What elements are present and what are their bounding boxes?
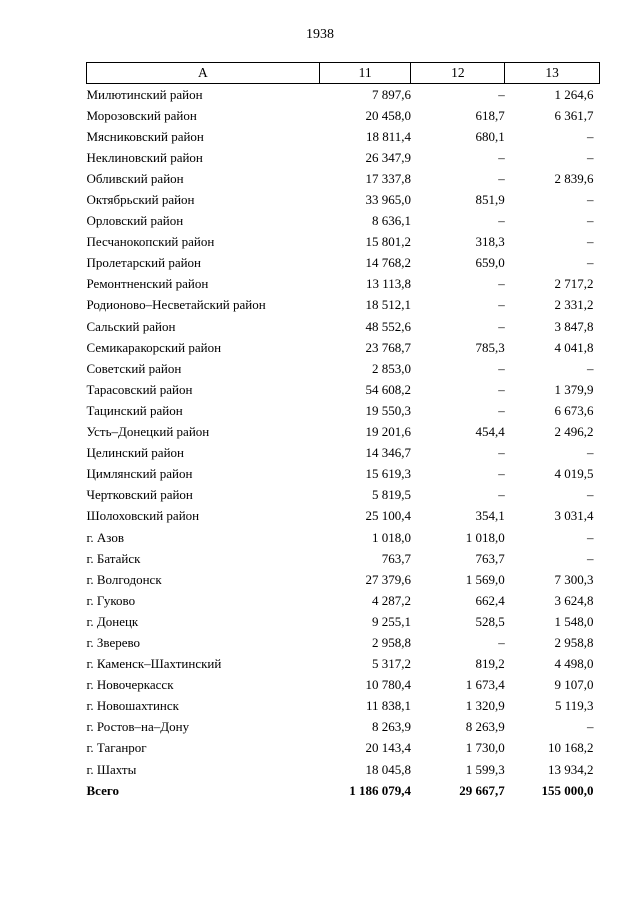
row-col-12: 851,9 bbox=[475, 192, 505, 208]
header-col-a: A bbox=[87, 63, 320, 84]
table-row bbox=[87, 548, 600, 569]
row-name: Цимлянский район bbox=[86, 466, 193, 482]
row-col-13: – bbox=[587, 192, 594, 208]
row-col-11: 8 263,9 bbox=[371, 719, 411, 735]
row-name: г. Ростов–на–Дону bbox=[86, 719, 190, 735]
table-row bbox=[87, 590, 600, 611]
table-row bbox=[87, 189, 600, 210]
header-row bbox=[87, 63, 600, 84]
row-name: г. Гуково bbox=[86, 592, 136, 608]
row-name: Обливский район bbox=[86, 170, 184, 186]
row-col-11: 1 018,0 bbox=[371, 529, 411, 545]
row-col-13: 1 379,9 bbox=[554, 381, 594, 397]
row-col-12: 318,3 bbox=[475, 234, 505, 250]
table-row bbox=[87, 759, 600, 780]
total-col-11: 1 186 079,4 bbox=[349, 782, 411, 798]
row-col-13: 1 548,0 bbox=[554, 613, 594, 629]
row-col-13: 7 300,3 bbox=[554, 571, 594, 587]
row-col-12: 1 320,9 bbox=[465, 698, 505, 714]
row-name: Сальский район bbox=[86, 318, 176, 334]
row-col-13: 2 717,2 bbox=[554, 276, 594, 292]
row-col-13: 4 041,8 bbox=[554, 339, 594, 355]
row-col-11: 19 550,3 bbox=[365, 402, 411, 418]
row-name: г. Новочеркасск bbox=[86, 677, 174, 693]
row-name: Усть–Донецкий район bbox=[86, 424, 210, 440]
row-col-12: 819,2 bbox=[475, 656, 505, 672]
row-col-11: 5 819,5 bbox=[371, 487, 411, 503]
table-row bbox=[87, 168, 600, 189]
header-col-13: 13 bbox=[505, 63, 600, 84]
row-col-12: 1 673,4 bbox=[465, 677, 505, 693]
table-header bbox=[87, 63, 600, 84]
row-col-11: 20 458,0 bbox=[365, 107, 411, 123]
table-row bbox=[87, 400, 600, 421]
row-col-13: – bbox=[587, 445, 594, 461]
row-col-12: 1 599,3 bbox=[465, 761, 505, 777]
table-row bbox=[87, 422, 600, 443]
row-col-11: 763,7 bbox=[381, 550, 411, 566]
table-row bbox=[87, 105, 600, 126]
row-col-11: 15 619,3 bbox=[365, 466, 411, 482]
row-col-11: 9 255,1 bbox=[371, 613, 411, 629]
row-name: Октябрьский район bbox=[86, 192, 195, 208]
row-col-12: – bbox=[498, 149, 505, 165]
row-col-13: 3 847,8 bbox=[554, 318, 594, 334]
row-col-11: 8 636,1 bbox=[371, 213, 411, 229]
row-name: г. Новошахтинск bbox=[86, 698, 179, 714]
row-col-12: – bbox=[498, 170, 505, 186]
row-col-13: 4 019,5 bbox=[554, 466, 594, 482]
table-row bbox=[87, 358, 600, 379]
row-col-13: 1 264,6 bbox=[554, 86, 594, 102]
row-col-12: – bbox=[498, 297, 505, 313]
page-number: 1938 bbox=[306, 27, 334, 42]
row-col-12: 1 730,0 bbox=[465, 740, 505, 756]
row-col-13: 13 934,2 bbox=[548, 761, 594, 777]
table-row bbox=[87, 675, 600, 696]
row-col-12: 354,1 bbox=[475, 508, 505, 524]
row-col-12: 528,5 bbox=[475, 613, 505, 629]
row-col-13: 2 839,6 bbox=[554, 170, 594, 186]
row-col-11: 33 965,0 bbox=[365, 192, 411, 208]
table-row bbox=[87, 527, 600, 548]
row-name: Чертковский район bbox=[86, 487, 193, 503]
table-row bbox=[87, 253, 600, 274]
row-col-12: 680,1 bbox=[475, 128, 505, 144]
row-col-13: – bbox=[587, 234, 594, 250]
row-name: Родионово–Несветайский район bbox=[86, 297, 266, 313]
row-col-13: 4 498,0 bbox=[554, 656, 594, 672]
table-row bbox=[87, 717, 600, 738]
table-row bbox=[87, 126, 600, 147]
row-col-13: 2 958,8 bbox=[554, 634, 594, 650]
table-row bbox=[87, 443, 600, 464]
row-col-12: 785,3 bbox=[475, 339, 505, 355]
row-col-11: 2 958,8 bbox=[371, 634, 411, 650]
row-col-12: 763,7 bbox=[475, 550, 505, 566]
row-name: Ремонтненский район bbox=[86, 276, 209, 292]
row-col-12: – bbox=[498, 318, 505, 334]
table-row bbox=[87, 274, 600, 295]
row-col-13: – bbox=[587, 529, 594, 545]
row-name: г. Зверево bbox=[86, 634, 141, 650]
row-name: Советский район bbox=[86, 360, 182, 376]
row-col-11: 15 801,2 bbox=[365, 234, 411, 250]
table-row bbox=[87, 295, 600, 316]
row-name: Тацинский район bbox=[86, 402, 183, 418]
row-col-11: 13 113,8 bbox=[365, 276, 411, 292]
row-name: Пролетарский район bbox=[86, 255, 202, 271]
row-col-13: – bbox=[587, 719, 594, 735]
row-col-12: – bbox=[498, 466, 505, 482]
table-row bbox=[87, 485, 600, 506]
total-col-13: 155 000,0 bbox=[541, 782, 594, 798]
table-row bbox=[87, 696, 600, 717]
row-col-11: 20 143,4 bbox=[365, 740, 411, 756]
row-col-13: – bbox=[587, 149, 594, 165]
row-col-11: 18 045,8 bbox=[365, 761, 411, 777]
row-col-11: 18 512,1 bbox=[365, 297, 411, 313]
row-col-11: 27 379,6 bbox=[365, 571, 411, 587]
row-col-11: 23 768,7 bbox=[365, 339, 411, 355]
row-col-12: – bbox=[498, 86, 505, 102]
table-row bbox=[87, 147, 600, 168]
row-name: Неклиновский район bbox=[86, 149, 203, 165]
row-col-13: 2 496,2 bbox=[554, 424, 594, 440]
row-col-11: 5 317,2 bbox=[371, 656, 411, 672]
row-col-13: 6 361,7 bbox=[554, 107, 594, 123]
row-name: Морозовский район bbox=[86, 107, 197, 123]
row-col-12: – bbox=[498, 402, 505, 418]
budget-table bbox=[86, 62, 600, 801]
row-name: г. Батайск bbox=[86, 550, 141, 566]
row-col-12: – bbox=[498, 381, 505, 397]
total-col-12: 29 667,7 bbox=[459, 782, 505, 798]
row-col-11: 25 100,4 bbox=[365, 508, 411, 524]
row-col-11: 18 811,4 bbox=[365, 128, 411, 144]
row-col-12: 659,0 bbox=[475, 255, 505, 271]
row-col-13: – bbox=[587, 360, 594, 376]
row-name: г. Каменск–Шахтинский bbox=[86, 656, 222, 672]
row-col-12: – bbox=[498, 360, 505, 376]
table-row bbox=[87, 611, 600, 632]
row-col-12: 662,4 bbox=[475, 592, 505, 608]
row-col-11: 48 552,6 bbox=[365, 318, 411, 334]
row-col-11: 19 201,6 bbox=[365, 424, 411, 440]
row-col-13: – bbox=[587, 550, 594, 566]
row-name: Семикаракорский район bbox=[86, 339, 222, 355]
row-col-13: 10 168,2 bbox=[548, 740, 594, 756]
row-col-12: – bbox=[498, 213, 505, 229]
row-name: г. Азов bbox=[86, 529, 124, 545]
row-col-11: 11 838,1 bbox=[365, 698, 411, 714]
row-col-13: 5 119,3 bbox=[554, 698, 594, 714]
row-col-13: 3 031,4 bbox=[554, 508, 594, 524]
row-name: Милютинский район bbox=[86, 86, 203, 102]
row-col-13: 3 624,8 bbox=[554, 592, 594, 608]
header-col-12: 12 bbox=[411, 63, 505, 84]
row-col-13: – bbox=[587, 213, 594, 229]
row-col-12: 1 018,0 bbox=[465, 529, 505, 545]
row-name: Мясниковский район bbox=[86, 128, 204, 144]
row-col-11: 14 768,2 bbox=[365, 255, 411, 271]
table-row bbox=[87, 506, 600, 527]
row-col-11: 14 346,7 bbox=[365, 445, 411, 461]
row-name: г. Шахты bbox=[86, 761, 137, 777]
row-col-11: 10 780,4 bbox=[365, 677, 411, 693]
row-col-12: – bbox=[498, 634, 505, 650]
row-col-12: 8 263,9 bbox=[465, 719, 505, 735]
table-row bbox=[87, 738, 600, 759]
table-row bbox=[87, 232, 600, 253]
table-row bbox=[87, 316, 600, 337]
table-row bbox=[87, 569, 600, 590]
row-col-13: 2 331,2 bbox=[554, 297, 594, 313]
row-col-12: – bbox=[498, 276, 505, 292]
row-name: Тарасовский район bbox=[86, 381, 193, 397]
table-row bbox=[87, 464, 600, 485]
row-name: Шолоховский район bbox=[86, 508, 200, 524]
row-col-11: 17 337,8 bbox=[365, 170, 411, 186]
row-name: Песчанокопский район bbox=[86, 234, 215, 250]
total-label: Всего bbox=[86, 782, 119, 798]
total-row bbox=[87, 780, 600, 801]
row-col-11: 26 347,9 bbox=[365, 149, 411, 165]
table-row bbox=[87, 211, 600, 232]
row-name: г. Таганрог bbox=[86, 740, 147, 756]
row-col-13: – bbox=[587, 128, 594, 144]
table-body bbox=[87, 84, 600, 802]
row-col-12: 618,7 bbox=[475, 107, 505, 123]
table-row bbox=[87, 654, 600, 675]
row-col-12: 1 569,0 bbox=[465, 571, 505, 587]
row-col-11: 54 608,2 bbox=[365, 381, 411, 397]
table-row bbox=[87, 379, 600, 400]
table-row bbox=[87, 84, 600, 106]
table-row bbox=[87, 632, 600, 653]
row-col-13: 6 673,6 bbox=[554, 402, 594, 418]
row-name: Целинский район bbox=[86, 445, 184, 461]
row-col-13: – bbox=[587, 487, 594, 503]
table-row bbox=[87, 337, 600, 358]
row-col-11: 7 897,6 bbox=[371, 86, 411, 102]
header-col-11: 11 bbox=[319, 63, 411, 84]
row-name: г. Волгодонск bbox=[86, 571, 162, 587]
row-name: г. Донецк bbox=[86, 613, 139, 629]
row-col-12: – bbox=[498, 445, 505, 461]
row-col-11: 2 853,0 bbox=[371, 360, 411, 376]
row-col-12: 454,4 bbox=[475, 424, 505, 440]
row-col-13: – bbox=[587, 255, 594, 271]
row-name: Орловский район bbox=[86, 213, 184, 229]
row-col-12: – bbox=[498, 487, 505, 503]
row-col-13: 9 107,0 bbox=[554, 677, 594, 693]
row-col-11: 4 287,2 bbox=[371, 592, 411, 608]
